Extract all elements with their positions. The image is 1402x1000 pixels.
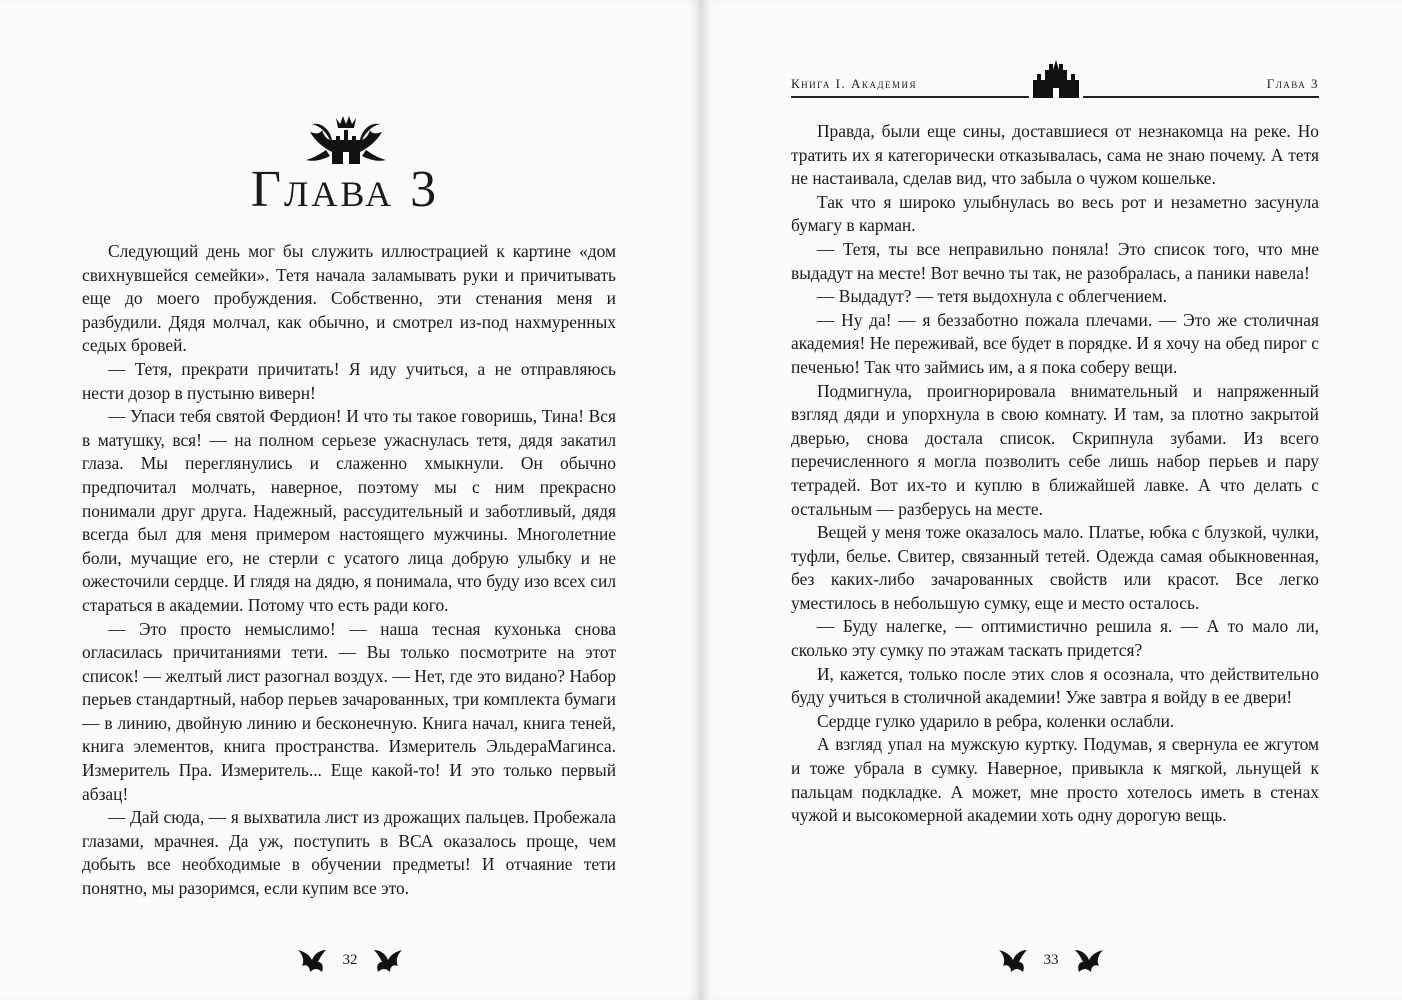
paragraph: Вещей у меня тоже оказалось мало. Платье, юбка с блузкой, чулки, туфли, белье. Свитер, связанный тетей. Одежда самая обыкновенная, без каких-либо зачарованных свойств или красот. Все легко уместилось в небольшую сумку, еще и место осталось. bbox=[791, 522, 1319, 613]
paragraph: Так что я широко улыбнулась во весь рот и незаметно засунула бумагу в карман. bbox=[791, 191, 1319, 236]
winged-dragon-ornament-icon bbox=[296, 946, 328, 976]
winged-dragon-ornament-icon bbox=[997, 946, 1029, 976]
page-footer bbox=[991, 946, 1111, 980]
chapter-title: Глава 3 bbox=[250, 161, 440, 218]
paragraph: Подмигнула, проигнорировала внимательный и напряженный взгляд дяди и упорхнула в свою комнату. И там, за плотно закрытой дверью, снова достала список. Скрипнула зубами. Из всего перечисленного я могла позволить себе лишь набор перьев и пару тетрадей. Вот их-то и куплю в ближайшей лавке. А что делать с остальным — разберусь на месте. bbox=[791, 380, 1319, 519]
paragraph: — Дай сюда, — я выхватила лист из дрожащих пальцев. Пробежала глазами, мрачнея. Да уж, поступить в ВСА оказалось проще, чем добыть все необходимые в обучении предметы! И отчаяние тети понятно, мы разоримся, если купим все это. bbox=[82, 807, 616, 899]
winged-dragon-ornament-icon bbox=[1073, 946, 1105, 976]
paragraph: — Тетя, прекрати причитать! Я иду учиться, а не отправляюсь нести дозор в пустыню виверн! bbox=[82, 358, 616, 403]
paragraph: — Упаси тебя святой Фердион! И что ты такое говоришь, Тина! Вся в матушку, вся! — на полном серьезе ужаснулась тетя, дядя закатил глаза. Мы переглянулись и слаженно хмыкнули. Он обычно предпочитал молчать, наверное, поэтому мы с ним прекрасно понимали друг друга. Надежный, рассудительный и заботливый, дядя всегда был для меня примером настоящего мужчины. Многолетние боли, мучащие его, не стерли с усатого лица добрую улыбку и не ожесточили сердце. И глядя на дядю, я понимала, что буду изо всех сил стараться в академии. Потому что есть ради кого. bbox=[82, 406, 616, 615]
running-head-book-title: Книга I. Академия bbox=[791, 76, 918, 91]
left-page-text bbox=[82, 240, 616, 901]
paragraph: — Это просто немыслимо! — наша тесная кухонька снова огласилась причитаниями тети. — Вы только посмотрите на этот список! — желтый лист разогнал воздух. — Нет, где это видано? Набор перьев стандартный, набор перьев зачарованных, три комплекта бумаги — в линию, двойную линию и бесконечную. Книга начал, книга теней, книга элементов, книга пространства. Измеритель ЭльдераМагинса. Измеритель Пра. Измеритель... Еще какой-то! И это только первый абзац! bbox=[82, 618, 616, 804]
paragraph: Сердце гулко ударило в ребра, коленки ослабли. bbox=[817, 710, 1175, 731]
page-number: 33 bbox=[1043, 952, 1059, 968]
castle-icon bbox=[1029, 58, 1083, 98]
paragraph: — Тетя, ты все неправильно поняла! Это список того, что мне выдадут на месте! Вот вечно ты так, не разобралась, а паники навела! bbox=[791, 238, 1319, 283]
paragraph: Следующий день мог бы служить иллюстрацией к картине «дом свихнувшейся семейки». Тетя начала заламывать руки и причитывать еще до моего пробуждения. Собственно, эти стенания меня и разбудили. Дядя молчал, как обычно, и смотрел из-под нахмуренных седых бровей. bbox=[82, 241, 616, 356]
page-footer bbox=[290, 946, 410, 980]
paragraph: Правда, были еще сины, доставшиеся от незнакомца на реке. Но тратить их я категорически отказывалась, сама не знаю почему. А тетя не настаивала, сделав вид, что забыла о чужом кошельке. bbox=[791, 121, 1319, 189]
winged-dragon-ornament-icon bbox=[372, 946, 404, 976]
page-number: 32 bbox=[342, 952, 358, 968]
paragraph: — Буду налегке, — оптимистично решила я. — А то мало ли, сколько эту сумку по этажам таскать придется? bbox=[791, 616, 1319, 661]
paragraph: — Ну да! — я беззаботно пожала плечами. — Это же столичная академия! Не переживай, все будет в порядке. И я хочу на обед пирог с печенью! Так что займись им, а я пока соберу вещи. bbox=[791, 309, 1319, 377]
paragraph: А взгляд упал на мужскую куртку. Подумав, я свернула ее жгутом и тоже убрала в сумку. Наверное, привыкла к мягкой, льнущей к пальцам подкладке. А может, мне просто хотелось иметь в стенах чужой и высокомерной академии хоть одну дорогую вещь. bbox=[791, 734, 1319, 826]
running-head-chapter: Глава 3 bbox=[1266, 76, 1319, 91]
right-page-text bbox=[791, 120, 1319, 828]
running-head bbox=[791, 70, 1319, 102]
paragraph: — Выдадут? — тетя выдохнула с облегчением. bbox=[817, 286, 1168, 307]
right-page bbox=[701, 0, 1402, 1000]
paragraph: И, кажется, только после этих слов я осознала, что действительно буду учиться в столичной академии! Уже завтра я войду в ее двери! bbox=[791, 663, 1319, 708]
